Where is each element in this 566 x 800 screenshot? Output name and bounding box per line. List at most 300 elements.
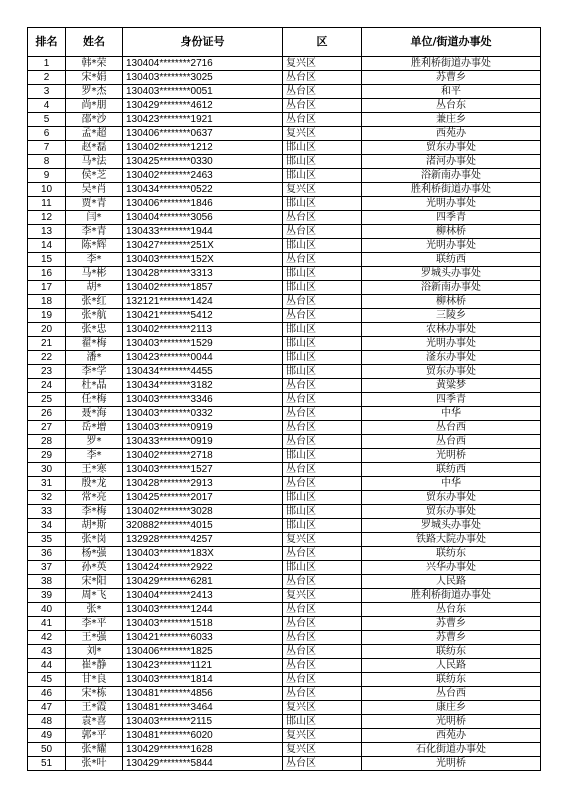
cell-district: 邯山区 [283, 715, 362, 729]
cell-district: 邯山区 [283, 337, 362, 351]
cell-id: 130425********2017 [123, 491, 283, 505]
cell-rank: 21 [28, 337, 66, 351]
cell-unit: 光明办事处 [362, 239, 541, 253]
table-row [28, 729, 541, 743]
cell-unit: 石化街道办事处 [362, 743, 541, 757]
table-row [28, 421, 541, 435]
table-row [28, 659, 541, 673]
cell-name: 陈*辉 [66, 239, 123, 253]
cell-district: 丛台区 [283, 253, 362, 267]
cell-unit: 胜利桥街道办事处 [362, 183, 541, 197]
table-row [28, 407, 541, 421]
table-row [28, 253, 541, 267]
table-row [28, 631, 541, 645]
cell-name: 张*耀 [66, 743, 123, 757]
cell-rank: 16 [28, 267, 66, 281]
cell-unit: 康庄乡 [362, 701, 541, 715]
cell-district: 丛台区 [283, 631, 362, 645]
cell-district: 丛台区 [283, 547, 362, 561]
cell-rank: 39 [28, 589, 66, 603]
cell-id: 130434********3182 [123, 379, 283, 393]
cell-id: 130402********1212 [123, 141, 283, 155]
cell-rank: 27 [28, 421, 66, 435]
cell-district: 丛台区 [283, 85, 362, 99]
cell-district: 邯山区 [283, 491, 362, 505]
table-row [28, 351, 541, 365]
ranking-table [27, 27, 541, 771]
cell-id: 130481********3464 [123, 701, 283, 715]
cell-unit: 人民路 [362, 659, 541, 673]
cell-district: 丛台区 [283, 603, 362, 617]
cell-name: 杜*晶 [66, 379, 123, 393]
cell-rank: 7 [28, 141, 66, 155]
cell-rank: 48 [28, 715, 66, 729]
cell-name: 胡*斯 [66, 519, 123, 533]
cell-unit: 光明桥 [362, 715, 541, 729]
cell-id: 130403********1529 [123, 337, 283, 351]
cell-rank: 23 [28, 365, 66, 379]
cell-district: 复兴区 [283, 57, 362, 71]
cell-id: 130403********1518 [123, 617, 283, 631]
cell-name: 李* [66, 449, 123, 463]
cell-name: 侯*芝 [66, 169, 123, 183]
cell-rank: 14 [28, 239, 66, 253]
cell-unit: 丛台东 [362, 99, 541, 113]
cell-district: 复兴区 [283, 127, 362, 141]
table-row [28, 211, 541, 225]
cell-rank: 51 [28, 757, 66, 771]
cell-rank: 13 [28, 225, 66, 239]
cell-rank: 26 [28, 407, 66, 421]
cell-rank: 6 [28, 127, 66, 141]
cell-id: 130421********5412 [123, 309, 283, 323]
table-row [28, 127, 541, 141]
cell-rank: 42 [28, 631, 66, 645]
cell-name: 马*彬 [66, 267, 123, 281]
cell-id: 130403********1527 [123, 463, 283, 477]
table-row [28, 505, 541, 519]
cell-district: 丛台区 [283, 435, 362, 449]
cell-district: 复兴区 [283, 701, 362, 715]
table-row [28, 71, 541, 85]
cell-rank: 22 [28, 351, 66, 365]
table-row [28, 295, 541, 309]
cell-id: 130433********0919 [123, 435, 283, 449]
table-row [28, 309, 541, 323]
cell-unit: 贸东办事处 [362, 141, 541, 155]
cell-name: 李*学 [66, 365, 123, 379]
cell-rank: 30 [28, 463, 66, 477]
cell-district: 丛台区 [283, 575, 362, 589]
cell-unit: 苏曹乡 [362, 617, 541, 631]
cell-id: 130403********183X [123, 547, 283, 561]
table-row [28, 435, 541, 449]
cell-rank: 44 [28, 659, 66, 673]
cell-id: 130429********5844 [123, 757, 283, 771]
cell-unit: 光明桥 [362, 757, 541, 771]
cell-id: 130428********3313 [123, 267, 283, 281]
cell-id: 130402********2113 [123, 323, 283, 337]
cell-rank: 35 [28, 533, 66, 547]
table-row [28, 701, 541, 715]
table-header [28, 28, 541, 57]
cell-id: 130402********1857 [123, 281, 283, 295]
cell-name: 刘* [66, 645, 123, 659]
table-row [28, 715, 541, 729]
cell-name: 孟*超 [66, 127, 123, 141]
cell-id: 130402********3028 [123, 505, 283, 519]
cell-rank: 3 [28, 85, 66, 99]
cell-name: 潘* [66, 351, 123, 365]
table-row [28, 449, 541, 463]
table-row [28, 169, 541, 183]
cell-id: 130403********1814 [123, 673, 283, 687]
cell-rank: 11 [28, 197, 66, 211]
table-row [28, 57, 541, 71]
cell-id: 130406********1846 [123, 197, 283, 211]
cell-rank: 15 [28, 253, 66, 267]
cell-district: 复兴区 [283, 533, 362, 547]
cell-id: 130406********1825 [123, 645, 283, 659]
cell-rank: 43 [28, 645, 66, 659]
cell-unit: 苏曹乡 [362, 631, 541, 645]
cell-unit: 柳林桥 [362, 225, 541, 239]
cell-name: 李*青 [66, 225, 123, 239]
cell-id: 130403********1244 [123, 603, 283, 617]
cell-unit: 联纺东 [362, 673, 541, 687]
cell-unit: 联纺西 [362, 463, 541, 477]
cell-district: 丛台区 [283, 659, 362, 673]
header-unit: 单位/街道办事处 [362, 28, 541, 57]
cell-name: 聂*海 [66, 407, 123, 421]
table-row [28, 617, 541, 631]
table-row [28, 673, 541, 687]
table-row [28, 197, 541, 211]
cell-unit: 四季青 [362, 393, 541, 407]
cell-district: 丛台区 [283, 477, 362, 491]
cell-district: 丛台区 [283, 421, 362, 435]
table-row [28, 99, 541, 113]
cell-unit: 联纺西 [362, 253, 541, 267]
table-row [28, 645, 541, 659]
cell-unit: 兼庄乡 [362, 113, 541, 127]
table-row [28, 85, 541, 99]
header-name: 姓名 [66, 28, 123, 57]
cell-district: 丛台区 [283, 71, 362, 85]
cell-name: 杨*强 [66, 547, 123, 561]
cell-unit: 光明办事处 [362, 337, 541, 351]
cell-name: 翟*梅 [66, 337, 123, 351]
cell-id: 130403********152X [123, 253, 283, 267]
cell-district: 邯山区 [283, 281, 362, 295]
cell-id: 130403********2115 [123, 715, 283, 729]
cell-id: 130425********0330 [123, 155, 283, 169]
cell-id: 320882********4015 [123, 519, 283, 533]
cell-id: 130481********6020 [123, 729, 283, 743]
table-body [28, 57, 541, 771]
cell-id: 130404********2716 [123, 57, 283, 71]
cell-unit: 农林办事处 [362, 323, 541, 337]
cell-id: 130406********0637 [123, 127, 283, 141]
cell-unit: 光明办事处 [362, 197, 541, 211]
cell-name: 张*忠 [66, 323, 123, 337]
cell-unit: 人民路 [362, 575, 541, 589]
cell-rank: 4 [28, 99, 66, 113]
table-row [28, 491, 541, 505]
cell-id: 130423********0044 [123, 351, 283, 365]
cell-rank: 9 [28, 169, 66, 183]
cell-district: 邯山区 [283, 351, 362, 365]
cell-id: 130427********251X [123, 239, 283, 253]
cell-district: 复兴区 [283, 729, 362, 743]
cell-name: 胡* [66, 281, 123, 295]
cell-unit: 联纺东 [362, 645, 541, 659]
cell-name: 宋*娟 [66, 71, 123, 85]
cell-name: 李*平 [66, 617, 123, 631]
cell-name: 常*亮 [66, 491, 123, 505]
table-row [28, 463, 541, 477]
cell-name: 袁*喜 [66, 715, 123, 729]
cell-name: 周*飞 [66, 589, 123, 603]
table-row [28, 757, 541, 771]
cell-name: 张*叶 [66, 757, 123, 771]
table-row [28, 687, 541, 701]
cell-name: 王*强 [66, 631, 123, 645]
cell-district: 丛台区 [283, 757, 362, 771]
cell-district: 邯山区 [283, 323, 362, 337]
cell-rank: 37 [28, 561, 66, 575]
table-row [28, 365, 541, 379]
cell-unit: 三陵乡 [362, 309, 541, 323]
cell-unit: 兴华办事处 [362, 561, 541, 575]
ranking-sheet [27, 27, 541, 771]
cell-id: 130429********6281 [123, 575, 283, 589]
cell-name: 赵*磊 [66, 141, 123, 155]
cell-id: 130428********2913 [123, 477, 283, 491]
cell-name: 贾*青 [66, 197, 123, 211]
cell-district: 丛台区 [283, 617, 362, 631]
header-district: 区 [283, 28, 362, 57]
cell-unit: 联纺东 [362, 547, 541, 561]
cell-id: 132121********1424 [123, 295, 283, 309]
cell-id: 132928********4257 [123, 533, 283, 547]
cell-unit: 贸东办事处 [362, 505, 541, 519]
cell-name: 李*梅 [66, 505, 123, 519]
cell-district: 复兴区 [283, 183, 362, 197]
cell-rank: 47 [28, 701, 66, 715]
cell-rank: 25 [28, 393, 66, 407]
cell-rank: 28 [28, 435, 66, 449]
cell-district: 邯山区 [283, 449, 362, 463]
cell-id: 130404********2413 [123, 589, 283, 603]
cell-district: 丛台区 [283, 99, 362, 113]
table-row [28, 239, 541, 253]
cell-district: 邯山区 [283, 267, 362, 281]
cell-rank: 1 [28, 57, 66, 71]
cell-unit: 贸东办事处 [362, 365, 541, 379]
cell-rank: 38 [28, 575, 66, 589]
table-row [28, 379, 541, 393]
cell-name: 吴*肖 [66, 183, 123, 197]
cell-rank: 50 [28, 743, 66, 757]
cell-id: 130403********0051 [123, 85, 283, 99]
cell-unit: 丛台西 [362, 435, 541, 449]
cell-name: 郭*平 [66, 729, 123, 743]
table-row [28, 155, 541, 169]
cell-id: 130433********1944 [123, 225, 283, 239]
cell-district: 邯山区 [283, 239, 362, 253]
cell-rank: 33 [28, 505, 66, 519]
cell-name: 韩*荣 [66, 57, 123, 71]
cell-rank: 32 [28, 491, 66, 505]
cell-unit: 西苑办 [362, 729, 541, 743]
cell-district: 丛台区 [283, 645, 362, 659]
cell-unit: 西苑办 [362, 127, 541, 141]
table-row [28, 281, 541, 295]
cell-rank: 12 [28, 211, 66, 225]
cell-name: 甘*良 [66, 673, 123, 687]
table-row [28, 519, 541, 533]
cell-unit: 丛台东 [362, 603, 541, 617]
cell-name: 张* [66, 603, 123, 617]
cell-district: 丛台区 [283, 211, 362, 225]
cell-unit: 丛台西 [362, 421, 541, 435]
cell-id: 130434********0522 [123, 183, 283, 197]
cell-rank: 31 [28, 477, 66, 491]
cell-rank: 20 [28, 323, 66, 337]
table-row [28, 393, 541, 407]
header-rank: 排名 [28, 28, 66, 57]
cell-district: 丛台区 [283, 393, 362, 407]
cell-rank: 36 [28, 547, 66, 561]
cell-district: 丛台区 [283, 225, 362, 239]
cell-district: 复兴区 [283, 589, 362, 603]
table-row [28, 183, 541, 197]
cell-id: 130403********0919 [123, 421, 283, 435]
cell-name: 王*霞 [66, 701, 123, 715]
cell-name: 任*梅 [66, 393, 123, 407]
table-row [28, 141, 541, 155]
cell-name: 殷*龙 [66, 477, 123, 491]
cell-name: 邵*沙 [66, 113, 123, 127]
cell-rank: 34 [28, 519, 66, 533]
cell-district: 丛台区 [283, 113, 362, 127]
table-row [28, 337, 541, 351]
cell-district: 邯山区 [283, 197, 362, 211]
table-row [28, 113, 541, 127]
cell-unit: 罗城头办事处 [362, 519, 541, 533]
cell-unit: 胜利桥街道办事处 [362, 589, 541, 603]
cell-district: 复兴区 [283, 743, 362, 757]
cell-rank: 46 [28, 687, 66, 701]
cell-id: 130423********1921 [123, 113, 283, 127]
cell-name: 罗*杰 [66, 85, 123, 99]
cell-rank: 41 [28, 617, 66, 631]
cell-district: 邯山区 [283, 155, 362, 169]
cell-id: 130421********6033 [123, 631, 283, 645]
table-row [28, 561, 541, 575]
cell-id: 130403********0332 [123, 407, 283, 421]
cell-rank: 2 [28, 71, 66, 85]
cell-unit: 光明桥 [362, 449, 541, 463]
cell-id: 130481********4856 [123, 687, 283, 701]
cell-id: 130403********3025 [123, 71, 283, 85]
cell-unit: 中华 [362, 407, 541, 421]
cell-rank: 10 [28, 183, 66, 197]
header-row [28, 28, 541, 57]
cell-name: 马*法 [66, 155, 123, 169]
cell-unit: 四季青 [362, 211, 541, 225]
table-row [28, 533, 541, 547]
cell-unit: 和平 [362, 85, 541, 99]
cell-id: 130429********1628 [123, 743, 283, 757]
cell-rank: 40 [28, 603, 66, 617]
cell-unit: 贸东办事处 [362, 491, 541, 505]
cell-name: 宋*栋 [66, 687, 123, 701]
cell-district: 丛台区 [283, 463, 362, 477]
cell-id: 130423********1121 [123, 659, 283, 673]
cell-name: 岳*增 [66, 421, 123, 435]
cell-unit: 渚河办事处 [362, 155, 541, 169]
cell-name: 孙*英 [66, 561, 123, 575]
cell-id: 130434********4455 [123, 365, 283, 379]
cell-unit: 胜利桥街道办事处 [362, 57, 541, 71]
cell-name: 李* [66, 253, 123, 267]
cell-unit: 丛台西 [362, 687, 541, 701]
cell-name: 王*寒 [66, 463, 123, 477]
cell-district: 邯山区 [283, 169, 362, 183]
cell-unit: 罗城头办事处 [362, 267, 541, 281]
cell-rank: 24 [28, 379, 66, 393]
cell-rank: 18 [28, 295, 66, 309]
table-row [28, 575, 541, 589]
cell-district: 邯山区 [283, 505, 362, 519]
table-row [28, 603, 541, 617]
cell-district: 丛台区 [283, 687, 362, 701]
cell-district: 丛台区 [283, 295, 362, 309]
cell-name: 崔*静 [66, 659, 123, 673]
cell-district: 丛台区 [283, 673, 362, 687]
cell-id: 130404********3056 [123, 211, 283, 225]
cell-id: 130424********2922 [123, 561, 283, 575]
cell-district: 邯山区 [283, 519, 362, 533]
cell-unit: 中华 [362, 477, 541, 491]
cell-rank: 17 [28, 281, 66, 295]
table-row [28, 547, 541, 561]
cell-name: 尚*朋 [66, 99, 123, 113]
cell-name: 张*航 [66, 309, 123, 323]
cell-district: 丛台区 [283, 379, 362, 393]
cell-name: 张*岗 [66, 533, 123, 547]
cell-id: 130402********2463 [123, 169, 283, 183]
cell-name: 张*红 [66, 295, 123, 309]
cell-unit: 浴新南办事处 [362, 169, 541, 183]
cell-unit: 浴新南办事处 [362, 281, 541, 295]
cell-unit: 铁路大院办事处 [362, 533, 541, 547]
cell-unit: 柳林桥 [362, 295, 541, 309]
cell-rank: 49 [28, 729, 66, 743]
cell-name: 罗* [66, 435, 123, 449]
table-row [28, 743, 541, 757]
cell-name: 宋*阳 [66, 575, 123, 589]
cell-rank: 45 [28, 673, 66, 687]
cell-unit: 黄粱梦 [362, 379, 541, 393]
cell-district: 邯山区 [283, 561, 362, 575]
table-row [28, 477, 541, 491]
table-row [28, 225, 541, 239]
cell-unit: 滏东办事处 [362, 351, 541, 365]
table-row [28, 267, 541, 281]
